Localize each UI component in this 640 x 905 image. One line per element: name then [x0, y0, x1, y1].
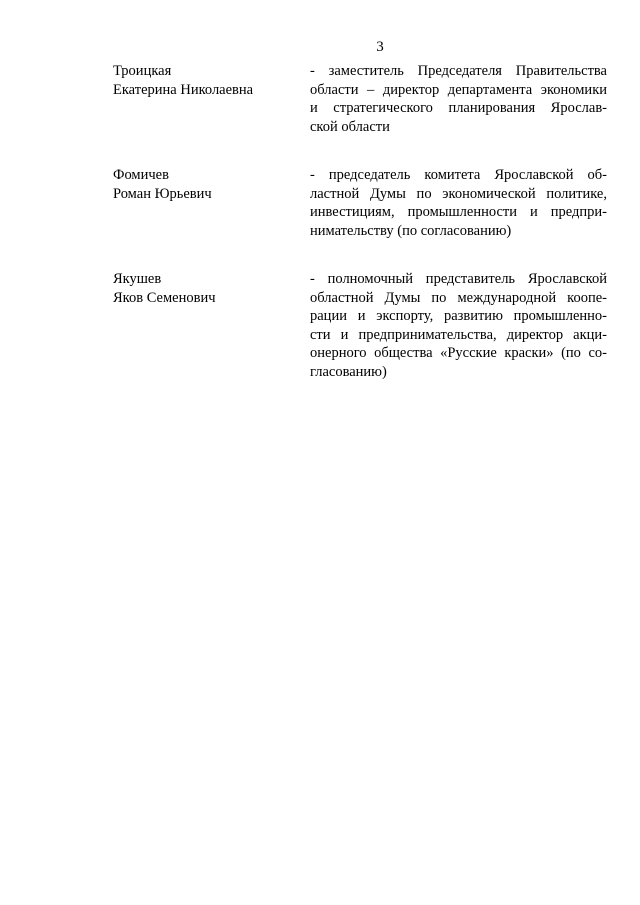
role-line: нимательству (по согласованию) [310, 222, 512, 239]
role-line: - заместитель Председателя Правительства [310, 63, 607, 79]
role-line: онерного общества «Русские краски» (по со- [310, 345, 607, 361]
role-line: - полномочный представитель Ярославской [310, 271, 607, 287]
role-line: ской области [310, 118, 390, 135]
role-line: - председатель комитета Ярославской об- [310, 167, 607, 183]
member-role [310, 62, 607, 136]
member-role [310, 166, 607, 240]
member-given-names: Роман Юрьевич [113, 185, 212, 202]
member-surname: Якушев [113, 271, 162, 287]
member-entry [113, 270, 607, 381]
role-line: гласованию) [310, 363, 387, 380]
role-line: ластной Думы по экономической политике, [310, 185, 607, 202]
member-surname: Троицкая [113, 63, 172, 79]
page-number: 3 [376, 39, 384, 55]
member-name [113, 166, 310, 240]
member-role [310, 270, 607, 381]
role-line: и стратегического планирования Ярослав- [310, 100, 607, 116]
member-name [113, 270, 310, 381]
member-given-names: Екатерина Николаевна [113, 81, 254, 98]
member-given-names: Яков Семенович [113, 289, 216, 306]
member-list [113, 62, 607, 411]
role-line: областной Думы по международной коопе- [310, 289, 607, 306]
member-entry [113, 166, 607, 240]
role-line: инвестициям, промышленности и предпри- [310, 204, 607, 220]
member-surname: Фомичев [113, 167, 169, 183]
role-line: рации и экспорту, развитию промышленно- [310, 308, 607, 324]
member-name [113, 62, 310, 136]
role-line: области – директор департамента экономики [310, 81, 607, 98]
role-line: сти и предпринимательства, директор акци- [310, 326, 607, 343]
member-entry [113, 62, 607, 136]
